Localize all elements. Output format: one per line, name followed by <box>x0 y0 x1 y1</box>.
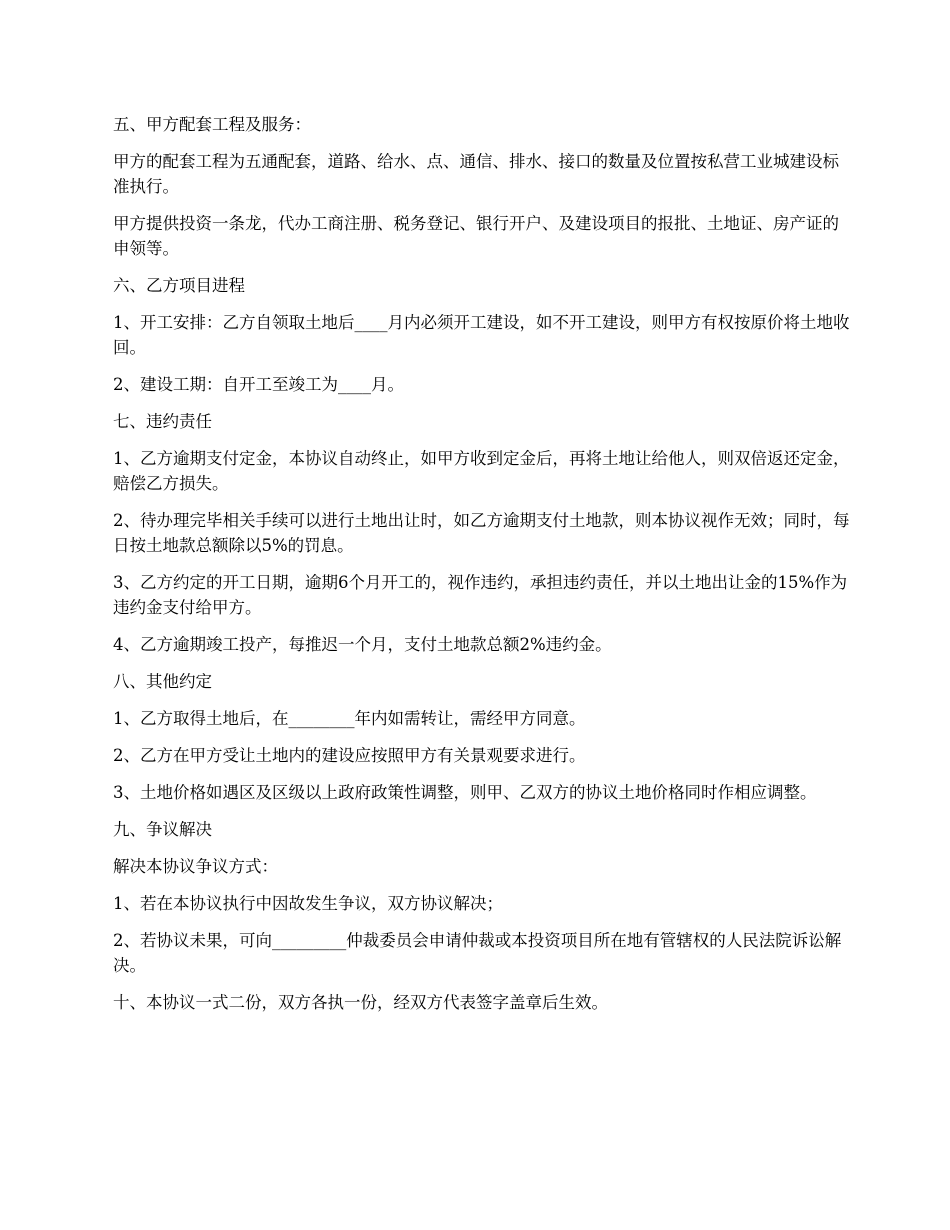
section-heading-8: 八、其他约定 <box>113 672 212 691</box>
document-body <box>113 112 853 1027</box>
section-heading-9: 九、争议解决 <box>113 820 212 839</box>
paragraph: 3、土地价格如遇区及区级以上政府政策性调整，则甲、乙双方的协议土地价格同时作相应调整。 <box>113 783 817 802</box>
paragraph: 解决本协议争议方式： <box>113 857 278 876</box>
paragraph: 2、待办理完毕相关手续可以进行土地出让时，如乙方逾期支付土地款，则本协议视作无效；同时，每日按土地款总额除以5%的罚息。 <box>113 511 850 555</box>
paragraph: 甲方提供投资一条龙，代办工商注册、税务登记、银行开户、及建设项目的报批、土地证、房产证的申领等。 <box>113 214 839 258</box>
paragraph: 1、乙方取得土地后，在________年内如需转让，需经甲方同意。 <box>113 709 586 728</box>
paragraph: 1、开工安排：乙方自领取土地后____月内必须开工建设，如不开工建设，则甲方有权按原价将土地收回。 <box>113 313 850 357</box>
paragraph: 2、乙方在甲方受让土地内的建设应按照甲方有关景观要求进行。 <box>113 746 586 765</box>
paragraph: 1、乙方逾期支付定金，本协议自动终止，如甲方收到定金后，再将土地让给他人，则双倍返还定金，赔偿乙方损失。 <box>113 449 850 493</box>
section-heading-7: 七、违约责任 <box>113 412 212 431</box>
section-heading-6: 六、乙方项目进程 <box>113 276 245 295</box>
paragraph: 2、若协议未果，可向_________仲裁委员会申请仲裁或本投资项目所在地有管辖权的人民法院诉讼解决。 <box>113 931 842 975</box>
paragraph: 1、若在本协议执行中因故发生争议，双方协议解决； <box>113 894 503 913</box>
paragraph: 2、建设工期：自开工至竣工为____月。 <box>113 375 404 394</box>
section-heading-10: 十、本协议一式二份，双方各执一份，经双方代表签字盖章后生效。 <box>113 993 608 1012</box>
paragraph: 甲方的配套工程为五通配套，道路、给水、点、通信、排水、接口的数量及位置按私营工业城建设标准执行。 <box>113 152 839 196</box>
paragraph: 3、乙方约定的开工日期，逾期6个月开工的，视作违约，承担违约责任，并以土地出让金的15%作为违约金支付给甲方。 <box>113 573 848 617</box>
paragraph: 4、乙方逾期竣工投产，每推迟一个月，支付土地款总额2%违约金。 <box>113 635 612 654</box>
section-heading-5: 五、甲方配套工程及服务： <box>113 115 311 134</box>
